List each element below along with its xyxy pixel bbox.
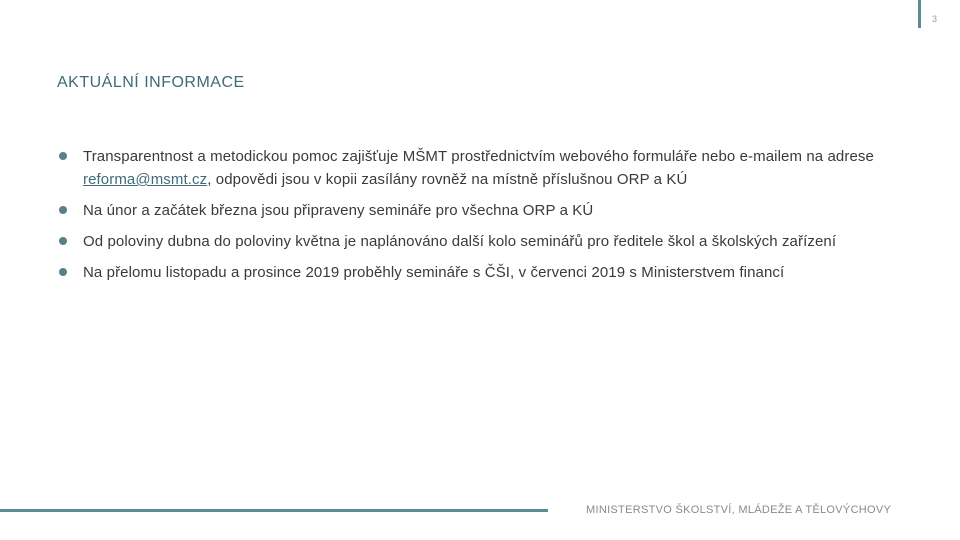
- list-item: [57, 145, 917, 191]
- bullet-icon: [59, 268, 67, 276]
- bullet-icon: [59, 152, 67, 160]
- bullet-text: Na únor a začátek března jsou připraveny semináře pro všechna ORP a KÚ: [83, 202, 594, 219]
- list-item: [57, 230, 917, 253]
- page-title: AKTUÁLNÍ INFORMACE: [57, 74, 245, 91]
- page-number: 3: [932, 14, 938, 24]
- bullet-text: Od poloviny dubna do poloviny května je naplánováno další kolo seminářů pro ředitele škol a školských zařízení: [83, 233, 837, 250]
- slide-marker-bar: [918, 0, 921, 28]
- bullet-text: , odpovědi jsou v kopii zasílány rovněž na místně příslušnou ORP a KÚ: [207, 171, 688, 188]
- list-item: [57, 261, 917, 284]
- list-item: [57, 199, 917, 222]
- email-link[interactable]: reforma@msmt.cz: [83, 171, 208, 188]
- bullet-text: Transparentnost a metodickou pomoc zajišťuje MŠMT prostřednictvím webového formuláře nebo e-mailem na adrese: [83, 148, 874, 165]
- bullet-icon: [59, 206, 67, 214]
- bullet-list: [57, 145, 917, 292]
- ministry-logo-text: MINISTERSTVO ŠKOLSTVÍ, MLÁDEŽE A TĚLOVÝCHOVY: [586, 504, 892, 516]
- bullet-text: Na přelomu listopadu a prosince 2019 proběhly semináře s ČŠI, v červenci 2019 s Ministerstvem financí: [83, 264, 785, 281]
- footer-divider: [0, 509, 548, 512]
- bullet-icon: [59, 237, 67, 245]
